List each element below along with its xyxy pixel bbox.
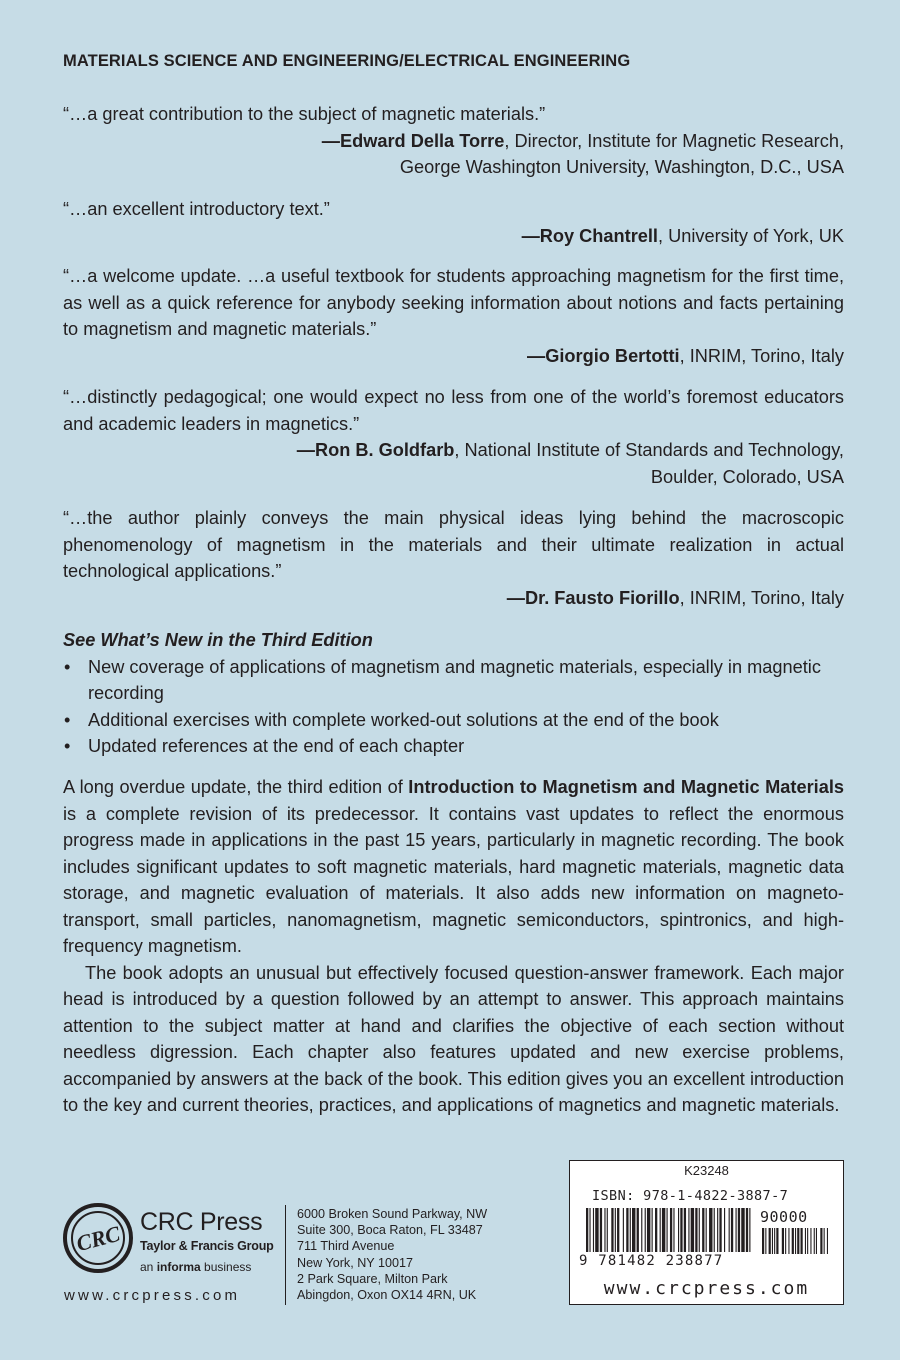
barcode-bar [724,1208,725,1252]
address-line: 711 Third Avenue [297,1239,395,1254]
list-item: • Additional exercises with complete worked-out solutions at the end of the book [63,707,844,734]
quote-text: “…an excellent introductory text.” [63,199,330,219]
tagline-text: business [200,1260,252,1274]
reviewer-name: —Giorgio Bertotti [527,345,680,366]
barcode-bar [684,1208,686,1252]
reviewer-affiliation: , Director, Institute for Magnetic Research, [504,130,844,151]
barcode-bar [655,1208,657,1252]
barcode-addon-bar [795,1228,796,1254]
divider [285,1205,286,1305]
barcode-bar [662,1208,665,1252]
description-text: is a complete revision of its predecessor. It contains vast updates to reflect the enormous progress made in applications in the past 15 years, particularly in magnetic recording. The book includes significant updates to soft magnetic materials, hard magnetic materials, magnetic data storage, and magnetic evaluation of materials. It also adds new information on magneto-transport, small particles, nanomagnetism, magnetic semiconductors, spintronics, and high-frequency magnetism. [63,803,844,956]
barcode-addon-bar [776,1228,778,1254]
subject-category: MATERIALS SCIENCE AND ENGINEERING/ELECTRICAL ENGINEERING [63,52,631,70]
whats-new-heading: See What’s New in the Third Edition [63,630,373,650]
address-line: 2 Park Square, Milton Park [297,1271,448,1286]
barcode-addon-bar [769,1228,771,1254]
barcode-bar [623,1208,624,1252]
barcode-bar [641,1208,642,1252]
price-code: 90000 [760,1208,808,1226]
ean-digits: 9 781482 238877 [579,1253,724,1269]
address-line: 6000 Broken Sound Parkway, NW [297,1207,488,1221]
barcode-bar [706,1208,707,1252]
address-line: Abingdon, Oxon OX14 4RN, UK [297,1288,477,1303]
barcode-bar [595,1208,598,1252]
address-line: Suite 300, Boca Raton, FL 33487 [297,1223,483,1238]
book-description [63,774,844,1119]
review-quote-3 [63,263,844,369]
publisher-addresses [297,1206,487,1303]
barcode-bar [626,1208,628,1252]
quote-attribution [63,437,844,464]
barcode-bar [746,1208,748,1252]
barcode-bar [736,1208,737,1252]
barcode-bar [617,1208,619,1252]
barcode-addon-bar [816,1228,817,1254]
reviewer-affiliation: , INRIM, Torino, Italy [679,587,844,608]
barcode-addon-bar [765,1228,766,1254]
quote-text: “…a welcome update. …a useful textbook for students approaching magnetism for the first time, as well as a quick reference for anybody seeking information about notions and facts pertaining to magnetism and magnetic materials.” [63,266,844,339]
quote-attribution [63,128,844,155]
barcode-bar [670,1208,672,1252]
barcode-bar [667,1208,668,1252]
description-paragraph-2: The book adopts an unusual but effectively focused question-answer framework. Each major head is introduced by a question followed by an attempt to answer. This approach maintains attention to the subject matter at hand and clarifies the objective of each section without needless digression. Each chapter also features updated and new exercise problems, accompanied by answers at the back of the book. This edition gives you an excellent introduction to the key and current theories, practices, and applications of magnetics and magnetic materials. [63,962,844,1115]
reviewer-name: —Dr. Fausto Fiorillo [506,587,680,608]
crc-logo-text: CRC [73,1220,123,1257]
barcode-bar [731,1208,733,1252]
barcode-bar [702,1208,704,1252]
description-paragraph-1 [63,774,844,960]
barcode-bar [660,1208,661,1252]
barcode-bar [691,1208,694,1252]
barcode-bar [637,1208,639,1252]
list-item: • Updated references at the end of each chapter [63,733,844,760]
reviewer-affiliation: , INRIM, Torino, Italy [679,345,844,366]
reviewer-affiliation: , National Institute of Standards and Technology, [454,440,844,460]
catalog-number: K23248 [684,1163,729,1178]
barcode-bar [699,1208,700,1252]
address-line: New York, NY 10017 [297,1255,413,1270]
barcode-bar [709,1208,712,1252]
publisher-website[interactable]: www.crcpress.com [64,1287,241,1304]
tagline-text: an [140,1260,157,1274]
barcode-addon-bar [774,1228,775,1254]
barcode-addon-bar [810,1228,811,1254]
barcode-addon-bar [814,1228,815,1254]
barcode-bar [673,1208,674,1252]
isbn-number: ISBN: 978-1-4822-3887-7 [592,1188,789,1204]
crc-logo-icon [62,1202,134,1274]
barcode-bar [741,1208,744,1252]
informa-tagline [140,1260,251,1274]
whats-new-section [63,627,844,760]
barcode-bar [593,1208,594,1252]
crc-press-logo [62,1202,282,1282]
quote-text: “…the author plainly conveys the main physical ideas lying behind the macroscopic phenomenology of magnetism in the materials and their ultimate realization in actual technological applications.” [63,508,844,581]
review-quote-2 [63,196,844,249]
barcode-box [569,1160,844,1305]
barcode-addon-bar [801,1228,803,1254]
barcode-website[interactable]: www.crcpress.com [603,1278,810,1299]
barcode-bar [717,1208,718,1252]
barcode-bar [680,1208,682,1252]
barcode-bar [652,1208,653,1252]
barcode-addon-bar [792,1228,794,1254]
barcode-addon-bar [807,1228,808,1254]
barcode-bar [719,1208,721,1252]
barcode-addon-bar [827,1228,828,1254]
review-quote-4 [63,384,844,490]
barcode-addon-bar [782,1228,784,1254]
reviewer-affiliation-cont: George Washington University, Washington, D.C., USA [399,157,844,177]
barcode-bar [749,1208,750,1252]
barcode-bar [729,1208,730,1252]
barcode-bar [695,1208,697,1252]
reviewer-affiliation: , University of York, UK [658,225,844,246]
barcode-bar [630,1208,631,1252]
barcode-bar [586,1208,588,1252]
barcode-addon-bar [797,1228,799,1254]
barcode-addon-bar [762,1228,764,1254]
review-quote-5 [63,505,844,611]
list-item: • New coverage of applications of magnetism and magnetic materials, especially in magnetic recording [63,654,844,707]
barcode-addon-bar [824,1228,825,1254]
barcode-bar [589,1208,590,1252]
barcode-bar [647,1208,650,1252]
reviewer-name: —Edward Della Torre [321,130,505,151]
barcode-bar [645,1208,646,1252]
barcode-bar [611,1208,613,1252]
review-quote-1 [63,101,844,181]
reviewer-name: —Roy Chantrell [521,225,658,246]
barcode-addon-bar [805,1228,806,1254]
barcode-addon-bar [820,1228,822,1254]
quote-text: “…a great contribution to the subject of magnetic materials.” [63,104,546,124]
publisher-group: Taylor & Francis Group [140,1239,274,1253]
barcode-bar [604,1208,605,1252]
barcode-bar [600,1208,602,1252]
barcode-bar [688,1208,689,1252]
quote-attribution [63,343,844,370]
barcode-addon-bar [788,1228,789,1254]
barcode-bar [714,1208,715,1252]
book-title: Introduction to Magnetism and Magnetic Materials [408,777,844,797]
publisher-name: CRC Press [140,1208,263,1236]
quote-text: “…distinctly pedagogical; one would expect no less from one of the world’s foremost educators and academic leaders in magnetics.” [63,387,844,434]
informa-brand: informa [156,1260,201,1274]
barcode-bar [615,1208,616,1252]
barcode-bar [738,1208,740,1252]
barcode-bar [678,1208,679,1252]
whats-new-list [63,654,844,760]
barcode-bar [632,1208,635,1252]
barcode-bar [607,1208,608,1252]
description-text: A long overdue update, the third edition of [63,777,409,797]
quote-attribution [63,585,844,612]
reviewer-affiliation-cont: Boulder, Colorado, USA [650,466,844,487]
barcode-addon-bar [785,1228,786,1254]
quote-attribution [63,223,844,250]
reviewer-name: —Ron B. Goldfarb [296,440,455,460]
barcode-addon-bar [772,1228,773,1254]
